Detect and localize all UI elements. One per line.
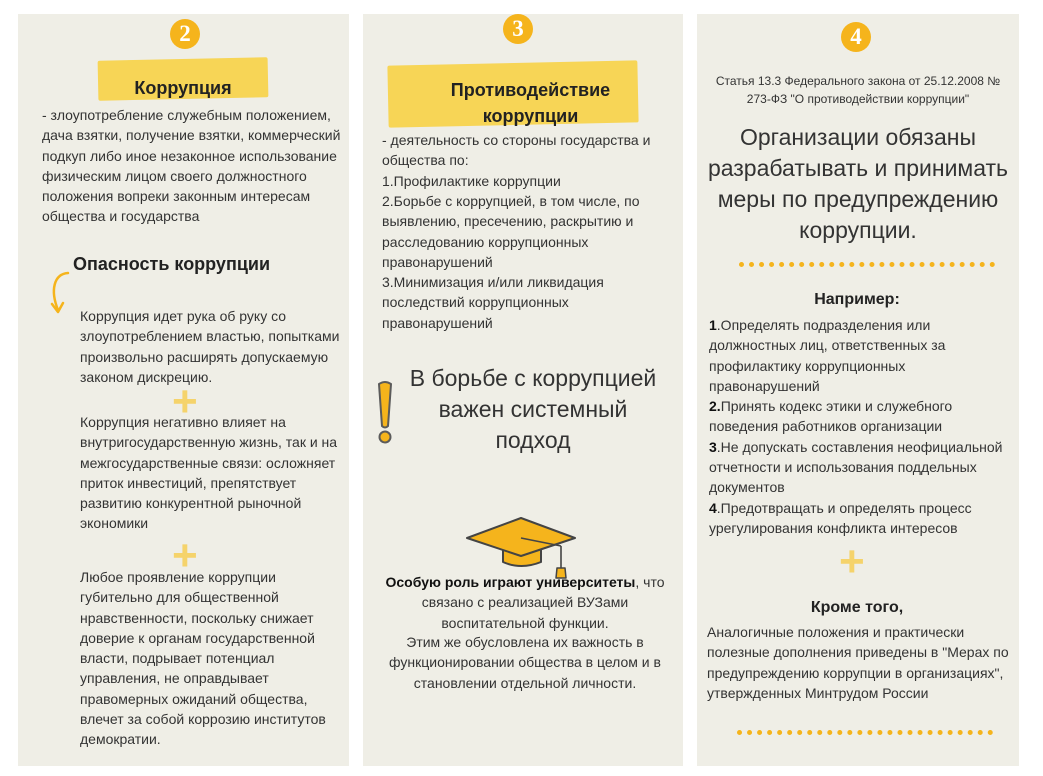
example-item-2 (709, 396, 1009, 437)
universities-text (377, 572, 673, 633)
example-item-3 (709, 437, 1009, 498)
plus-icon: + (839, 537, 865, 586)
universities-rest: , что связано с реализацией ВУЗами воспитательной функции. (421, 574, 665, 631)
danger-point-2: Коррупция негативно влияет на внутригосударственную жизнь, так и на межгосударственные связи: осложняет приток инвестиций, препятствует развитию конкурентной рыночной экономики (80, 414, 338, 532)
example-number: 4 (709, 499, 717, 516)
organizations-statement: Организации обязаны разрабатывать и принимать меры по предупреждению коррупции. (707, 124, 1009, 243)
importance-text: Этим же обусловлена их важность в функционировании общества в целом и в становлении отдельной личности. (389, 634, 661, 691)
example-text: Принять кодекс этики и служебного поведения работников организации (709, 398, 953, 435)
curved-arrow-icon (48, 270, 70, 320)
counteraction-heading (403, 77, 658, 129)
besides-text: Аналогичные положения и практически полезные дополнения приведены в "Мерах по предупреждению коррупции в организациях", утвержденных Минтрудом России (707, 624, 1009, 701)
example-text: .Предотвращать и определять процесс урегулирования конфликта интересов (709, 499, 972, 536)
corruption-heading: Коррупция (134, 78, 232, 98)
counteraction-item-2: 2.Борьбе с коррупцией, в том числе, по выявлению, пресечению, раскрытию и расследованию коррупционных правонарушений (382, 193, 640, 270)
example-item-4 (709, 498, 1009, 539)
exclamation-icon (376, 380, 394, 444)
danger-heading: Опасность коррупции (73, 254, 271, 274)
step-number-badge: 4 (841, 22, 871, 52)
counteraction-item-1: 1.Профилактике коррупции (382, 173, 561, 189)
example-number: 1 (709, 317, 717, 333)
graduation-cap-icon (465, 516, 577, 580)
corruption-definition: - злоупотребление служебным положением, дача взятки, получение взятки, коммерческий подкуп либо иное незаконное использование физическим лицом своего должностного положения вопреки законным интересам общества и государства (42, 107, 341, 225)
panel-organizations (697, 14, 1019, 766)
plus-icon: + (172, 377, 198, 426)
step-number-badge: 2 (170, 19, 200, 49)
law-reference: Статья 13.3 Федерального закона от 25.12.2008 № 273-ФЗ "О противодействии коррупции" (715, 74, 1001, 106)
step-number-badge: 3 (503, 14, 533, 44)
panel-corruption (18, 14, 349, 766)
example-item-1 (709, 315, 1009, 396)
examples-heading: Например: (814, 291, 900, 308)
examples-list (709, 315, 1009, 538)
danger-point-3: Любое проявление коррупции губительно для общественной нравственности, поскольку снижает доверие к органам государственной власти, подрывает потенциал управления, не оправдывает правомерных ожиданий общества, влечет за собой коррозию институтов демократии. (80, 569, 326, 748)
universities-bold: Особую роль играют университеты (385, 574, 636, 590)
counteraction-heading-line1: Противодействие (450, 80, 611, 100)
example-number: 2. (709, 398, 721, 415)
counteraction-heading-line2: коррупции (482, 106, 579, 126)
example-text: .Определять подразделения или должностных лиц, ответственных за профилактику коррупционных правонарушений (709, 317, 946, 394)
danger-point-1: Коррупция идет рука об руку со злоупотреблением властью, попытками произвольно расширять допускаемую законом дискрецию. (80, 308, 340, 385)
example-text: .Не допускать составления неофициальной отчетности и использования поддельных документов (709, 438, 1003, 496)
dotted-divider (737, 730, 993, 735)
panel-counteraction (363, 14, 683, 766)
example-number: 3 (709, 438, 717, 455)
counteraction-item-3: 3.Минимизация и/или ликвидация последствий коррупционных правонарушений (382, 274, 604, 331)
counteraction-intro: - деятельность со стороны государства и общества по: (382, 132, 651, 169)
besides-heading: Кроме того, (810, 599, 904, 616)
dotted-divider (739, 262, 995, 267)
systemic-approach-callout: В борьбе с коррупцией важен системный подход (409, 365, 657, 453)
plus-icon: + (172, 531, 198, 580)
